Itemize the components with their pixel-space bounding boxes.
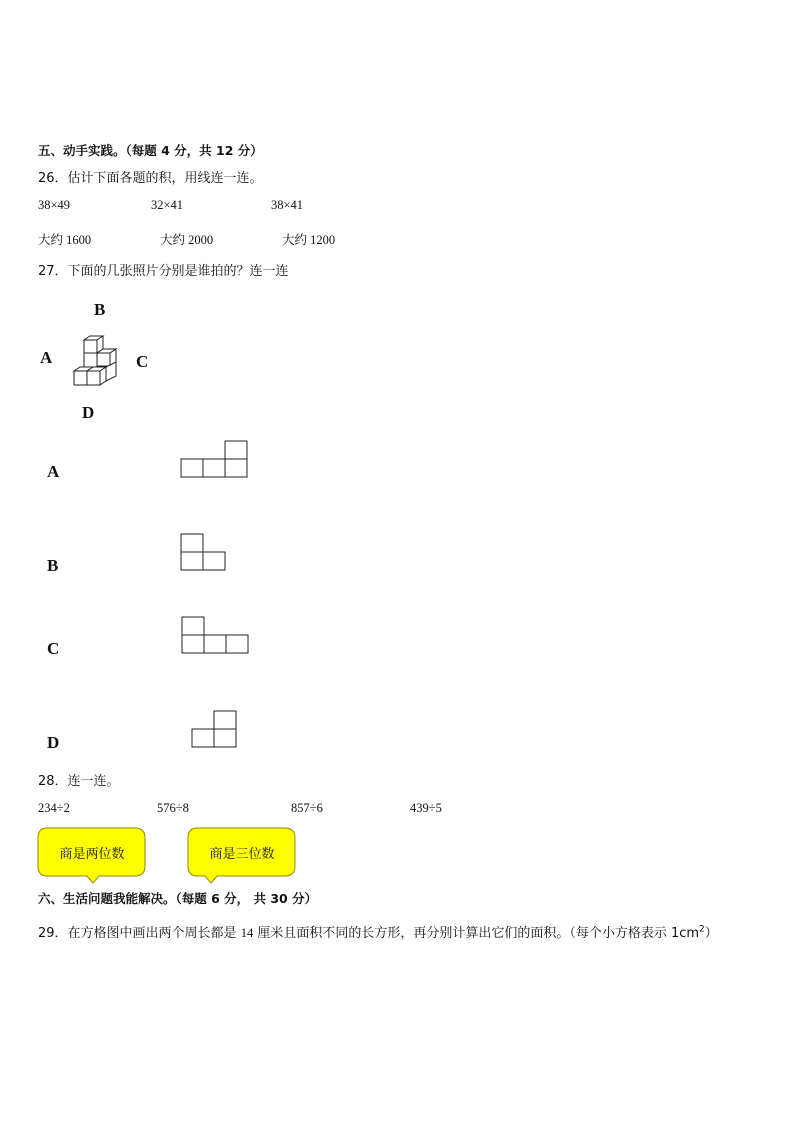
q26-expression-2: 32×41 bbox=[151, 198, 184, 212]
question-29-prompt bbox=[38, 922, 718, 941]
bubble-three-digit-label: 商是三位数 bbox=[209, 847, 275, 862]
q28-expression-3: 857÷6 bbox=[291, 801, 323, 815]
viewpoint-label-left: A bbox=[40, 348, 53, 367]
photo-c-figure bbox=[181, 616, 253, 656]
answer-bubble-three-digit bbox=[187, 827, 297, 885]
viewpoint-label-top: B bbox=[94, 300, 106, 319]
q26-expression-3: 38×41 bbox=[271, 198, 304, 212]
q29-text-b: 厘米且面积不同的长方形，再分别计算出它们的面积。（每个小方格表示 1cm bbox=[257, 926, 700, 941]
q28-expression-4: 439÷5 bbox=[410, 801, 442, 815]
photo-a-figure bbox=[180, 440, 250, 480]
q26-estimate-1: 大约 1600 bbox=[38, 233, 92, 247]
q29-text-a: 29．在方格图中画出两个周长都是 bbox=[38, 926, 237, 941]
q26-expression-1: 38×49 bbox=[38, 198, 71, 212]
photo-label-b: B bbox=[47, 556, 59, 575]
question-28-prompt: 28．连一连。 bbox=[38, 774, 120, 789]
photo-d-figure bbox=[191, 710, 241, 750]
question-26-prompt: 26．估计下面各题的积，用线连一连。 bbox=[38, 171, 263, 186]
q26-estimate-3: 大约 1200 bbox=[282, 233, 336, 247]
q29-perimeter-value: 14 bbox=[240, 926, 254, 940]
answer-bubble-two-digit bbox=[37, 827, 147, 885]
viewpoint-label-right: C bbox=[136, 352, 149, 371]
viewpoint-label-bottom: D bbox=[82, 403, 95, 422]
question-27-prompt: 27．下面的几张照片分别是谁拍的？连一连 bbox=[38, 264, 289, 279]
q26-estimate-2: 大约 2000 bbox=[160, 233, 214, 247]
bubble-two-digit-label: 商是两位数 bbox=[59, 847, 125, 862]
q29-text-c: ） bbox=[704, 926, 718, 941]
section-6-title: 六、生活问题我能解决。（每题 6 分， 共 30 分） bbox=[38, 891, 318, 906]
q28-expression-1: 234÷2 bbox=[38, 801, 70, 815]
photo-label-c: C bbox=[47, 639, 60, 658]
photo-label-d: D bbox=[47, 733, 60, 752]
q29-superscript: 2 bbox=[699, 924, 705, 935]
section-5-title: 五、动手实践。（每题 4 分，共 12 分） bbox=[38, 143, 263, 158]
photo-b-figure bbox=[180, 533, 230, 573]
photo-label-a: A bbox=[47, 462, 60, 481]
q28-expression-2: 576÷8 bbox=[157, 801, 189, 815]
cube-stack-figure bbox=[68, 333, 124, 389]
